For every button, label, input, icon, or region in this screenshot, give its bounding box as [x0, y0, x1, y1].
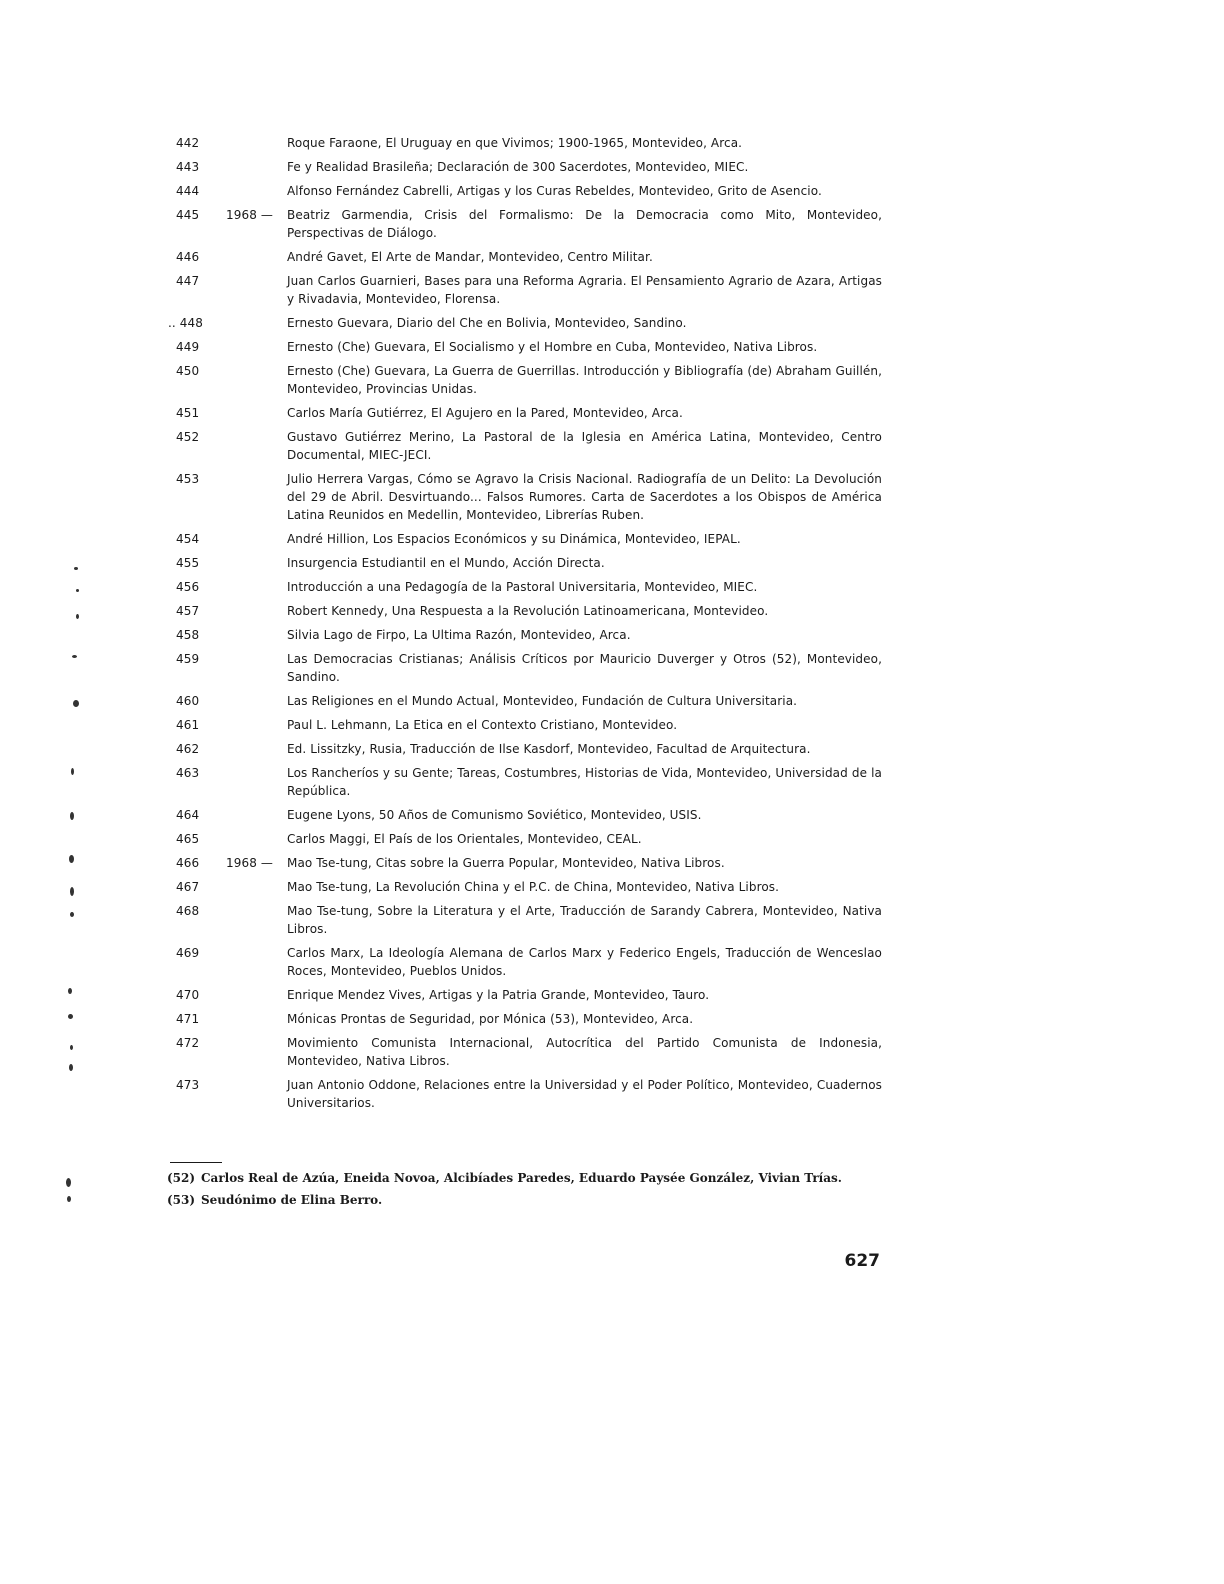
entry-number: 460	[176, 694, 200, 708]
entry-460	[0, 692, 1224, 710]
entry-450	[0, 362, 1224, 398]
entry-455	[0, 554, 1224, 572]
entry-text: Ed. Lissitzky, Rusia, Traducción de Ilse Kasdorf, Montevideo, Facultad de Arquitectura.	[287, 742, 811, 756]
entry-number: 471	[176, 1012, 200, 1026]
entry-number: 467	[176, 880, 200, 894]
entry-number: 457	[176, 604, 200, 618]
entry-471	[0, 1010, 1224, 1028]
entry-number: 449	[176, 340, 200, 354]
entry-text: Mónicas Prontas de Seguridad, por Mónica (53), Montevideo, Arca.	[287, 1012, 694, 1026]
entry-text: Silvia Lago de Firpo, La Ultima Razón, Montevideo, Arca.	[287, 628, 631, 642]
entry-text: André Hillion, Los Espacios Económicos y su Dinámica, Montevideo, IEPAL.	[287, 532, 741, 546]
entry-453	[0, 470, 1224, 524]
entry-text: Ernesto (Che) Guevara, La Guerra de Guerrillas. Introducción y Bibliografía (de) Abraham Guillén, Montevideo, Provincias Unidas.	[287, 364, 882, 396]
footnote-separator	[170, 1162, 222, 1163]
entry-number: 473	[176, 1078, 200, 1092]
entry-442	[0, 134, 1224, 152]
entry-text: Juan Carlos Guarnieri, Bases para una Reforma Agraria. El Pensamiento Agrario de Azara, Artigas y Rivadavia, Montevideo, Florensa.	[287, 274, 882, 306]
entry-number: 462	[176, 742, 200, 756]
footnote-mark: (52)	[167, 1171, 196, 1185]
entry-text: Las Democracias Cristianas; Análisis Críticos por Mauricio Duverger y Otros (52), Montevideo, Sandino.	[287, 652, 882, 684]
entry-number: 451	[176, 406, 200, 420]
entry-466	[0, 854, 1224, 872]
entry-number: 468	[176, 904, 200, 918]
entry-text: André Gavet, El Arte de Mandar, Montevideo, Centro Militar.	[287, 250, 653, 264]
entry-472	[0, 1034, 1224, 1070]
entry-470	[0, 986, 1224, 1004]
entry-469	[0, 944, 1224, 980]
entry-number: 464	[176, 808, 200, 822]
footnotes	[167, 1170, 882, 1214]
entry-text: Paul L. Lehmann, La Etica en el Contexto Cristiano, Montevideo.	[287, 718, 678, 732]
entry-number: 461	[176, 718, 200, 732]
entry-text: Mao Tse-tung, Sobre la Literatura y el Arte, Traducción de Sarandy Cabrera, Montevideo, Nativa Libros.	[287, 904, 882, 936]
entry-465	[0, 830, 1224, 848]
entry-number: 443	[176, 160, 200, 174]
entry-text: Roque Faraone, El Uruguay en que Vivimos; 1900-1965, Montevideo, Arca.	[287, 136, 743, 150]
entry-451	[0, 404, 1224, 422]
entry-445	[0, 206, 1224, 242]
entry-454	[0, 530, 1224, 548]
page-number: 627	[844, 1251, 880, 1271]
entry-463	[0, 764, 1224, 800]
entry-448	[0, 314, 1224, 332]
entry-text: Beatriz Garmendia, Crisis del Formalismo: De la Democracia como Mito, Montevideo, Perspectivas de Diálogo.	[287, 208, 882, 240]
entry-443	[0, 158, 1224, 176]
entry-text: Fe y Realidad Brasileña; Declaración de 300 Sacerdotes, Montevideo, MIEC.	[287, 160, 749, 174]
entry-text: Introducción a una Pedagogía de la Pastoral Universitaria, Montevideo, MIEC.	[287, 580, 758, 594]
entry-452	[0, 428, 1224, 464]
footnote-52	[167, 1170, 882, 1186]
entry-number: 442	[176, 136, 200, 150]
entry-number: 446	[176, 250, 200, 264]
entry-number: 456	[176, 580, 200, 594]
entry-447	[0, 272, 1224, 308]
entry-number: .. 448	[168, 316, 203, 330]
entry-number: 465	[176, 832, 200, 846]
entry-449	[0, 338, 1224, 356]
entry-number: 447	[176, 274, 200, 288]
entry-number: 466	[176, 856, 200, 870]
entry-464	[0, 806, 1224, 824]
entry-text: Mao Tse-tung, La Revolución China y el P.C. de China, Montevideo, Nativa Libros.	[287, 880, 780, 894]
entry-457	[0, 602, 1224, 620]
entry-text: Robert Kennedy, Una Respuesta a la Revolución Latinoamericana, Montevideo.	[287, 604, 769, 618]
entry-text: Mao Tse-tung, Citas sobre la Guerra Popular, Montevideo, Nativa Libros.	[287, 856, 725, 870]
entry-text: Gustavo Gutiérrez Merino, La Pastoral de la Iglesia en América Latina, Montevideo, Centro Documental, MIEC-JECI.	[287, 430, 882, 462]
entry-number: 454	[176, 532, 200, 546]
entry-473	[0, 1076, 1224, 1112]
entry-444	[0, 182, 1224, 200]
footnote-mark: (53)	[167, 1193, 196, 1207]
entry-year: 1968 —	[226, 208, 273, 222]
entry-text: Carlos Maggi, El País de los Orientales, Montevideo, CEAL.	[287, 832, 642, 846]
entry-462	[0, 740, 1224, 758]
entry-text: Los Rancheríos y su Gente; Tareas, Costumbres, Historias de Vida, Montevideo, Universidad de la República.	[287, 766, 882, 798]
entry-459	[0, 650, 1224, 686]
entry-456	[0, 578, 1224, 596]
entry-text: Julio Herrera Vargas, Cómo se Agravo la Crisis Nacional. Radiografía de un Delito: La Devolución del 29 de Abril. Desvirtuando... Falsos Rumores. Carta de Sacerdotes a los Obispos de América Latina Reunidos en Medellin, Montevideo, Librerías Ruben.	[287, 472, 882, 522]
entry-text: Alfonso Fernández Cabrelli, Artigas y los Curas Rebeldes, Montevideo, Grito de Asencio.	[287, 184, 822, 198]
entry-number: 470	[176, 988, 200, 1002]
entry-text: Ernesto Guevara, Diario del Che en Bolivia, Montevideo, Sandino.	[287, 316, 687, 330]
entry-number: 450	[176, 364, 200, 378]
entry-text: Carlos María Gutiérrez, El Agujero en la Pared, Montevideo, Arca.	[287, 406, 683, 420]
entry-text: Las Religiones en el Mundo Actual, Montevideo, Fundación de Cultura Universitaria.	[287, 694, 798, 708]
entry-number: 453	[176, 472, 200, 486]
entry-number: 452	[176, 430, 200, 444]
footnote-53	[167, 1192, 882, 1208]
entry-number: 444	[176, 184, 200, 198]
bibliography-list	[0, 134, 1224, 1118]
entry-text: Movimiento Comunista Internacional, Autocrítica del Partido Comunista de Indonesia, Montevideo, Nativa Libros.	[287, 1036, 882, 1068]
entry-446	[0, 248, 1224, 266]
entry-number: 472	[176, 1036, 200, 1050]
entry-467	[0, 878, 1224, 896]
entry-year: 1968 —	[226, 856, 273, 870]
entry-number: 463	[176, 766, 200, 780]
entry-number: 458	[176, 628, 200, 642]
entry-text: Juan Antonio Oddone, Relaciones entre la Universidad y el Poder Político, Montevideo, Cuadernos Universitarios.	[287, 1078, 882, 1110]
footnote-text: Carlos Real de Azúa, Eneida Novoa, Alcibíades Paredes, Eduardo Paysée González, Vivian Trías.	[201, 1171, 842, 1185]
entry-text: Eugene Lyons, 50 Años de Comunismo Soviético, Montevideo, USIS.	[287, 808, 702, 822]
entry-text: Carlos Marx, La Ideología Alemana de Carlos Marx y Federico Engels, Traducción de Wenceslao Roces, Montevideo, Pueblos Unidos.	[287, 946, 882, 978]
entry-468	[0, 902, 1224, 938]
entry-number: 459	[176, 652, 200, 666]
entry-458	[0, 626, 1224, 644]
entry-number: 455	[176, 556, 200, 570]
entry-number: 445	[176, 208, 200, 222]
entry-text: Enrique Mendez Vives, Artigas y la Patria Grande, Montevideo, Tauro.	[287, 988, 710, 1002]
entry-text: Insurgencia Estudiantil en el Mundo, Acción Directa.	[287, 556, 605, 570]
entry-text: Ernesto (Che) Guevara, El Socialismo y el Hombre en Cuba, Montevideo, Nativa Libros.	[287, 340, 818, 354]
entry-number: 469	[176, 946, 200, 960]
entry-461	[0, 716, 1224, 734]
footnote-text: Seudónimo de Elina Berro.	[201, 1193, 383, 1207]
